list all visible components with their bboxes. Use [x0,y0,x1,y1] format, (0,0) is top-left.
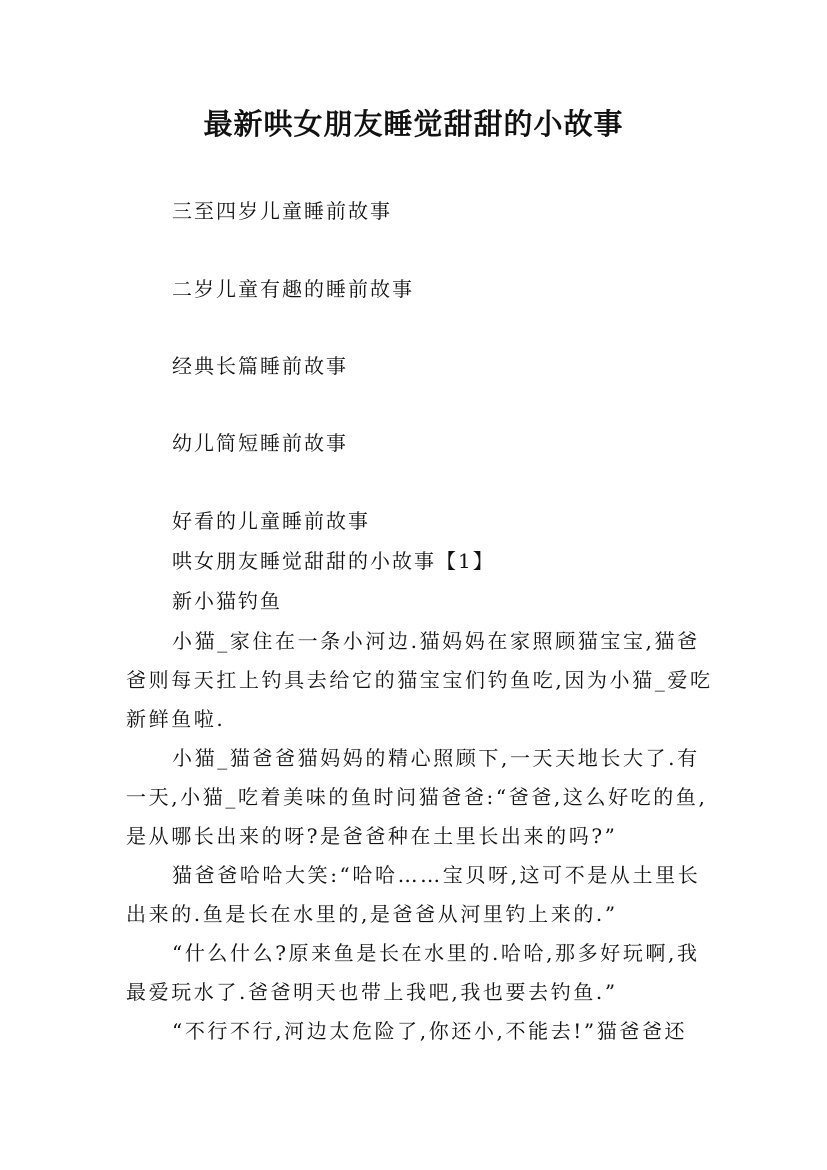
story-title: 新小猫钓鱼 [172,589,282,613]
paragraph-line: 一天,小猫_吃着美味的鱼时问猫爸爸:“爸爸,这么好吃的鱼, [126,785,708,809]
paragraph-line: 小猫_猫爸爸猫妈妈的精心照顾下,一天天地长大了.有 [172,746,700,770]
paragraph-line: 新鲜鱼啦. [126,707,226,731]
paragraph-line: 是从哪长出来的呀?是爸爸种在土里长出来的吗?” [126,824,618,848]
paragraph-line: 猫爸爸哈哈大笑:“哈哈……宝贝呀,这可不是从土里长 [172,863,701,887]
toc-item: 三至四岁儿童睡前故事 [172,199,392,223]
paragraph-line: “什么什么?原来鱼是长在水里的.哈哈,那多好玩啊,我 [172,941,700,965]
paragraph-line: 出来的.鱼是长在水里的,是爸爸从河里钓上来的.” [126,902,618,926]
toc-item: 好看的儿童睡前故事 [172,509,370,533]
toc-item: 二岁儿童有趣的睡前故事 [172,277,414,301]
section-heading: 哄女朋友睡觉甜甜的小故事【1】 [172,549,495,573]
paragraph-line: 小猫_家住在一条小河边.猫妈妈在家照顾猫宝宝,猫爸 [172,629,700,653]
document-title: 最新哄女朋友睡觉甜甜的小故事 [203,107,624,141]
paragraph-line: “不行不行,河边太危险了,你还小,不能去!”猫爸爸还 [172,1019,688,1043]
toc-item: 幼儿简短睡前故事 [172,431,348,455]
paragraph-line: 爸则每天扛上钓具去给它的猫宝宝们钓鱼吃,因为小猫_爱吃 [126,668,713,692]
toc-item: 经典长篇睡前故事 [172,354,348,378]
paragraph-line: 最爱玩水了.爸爸明天也带上我吧,我也要去钓鱼.” [126,980,618,1004]
